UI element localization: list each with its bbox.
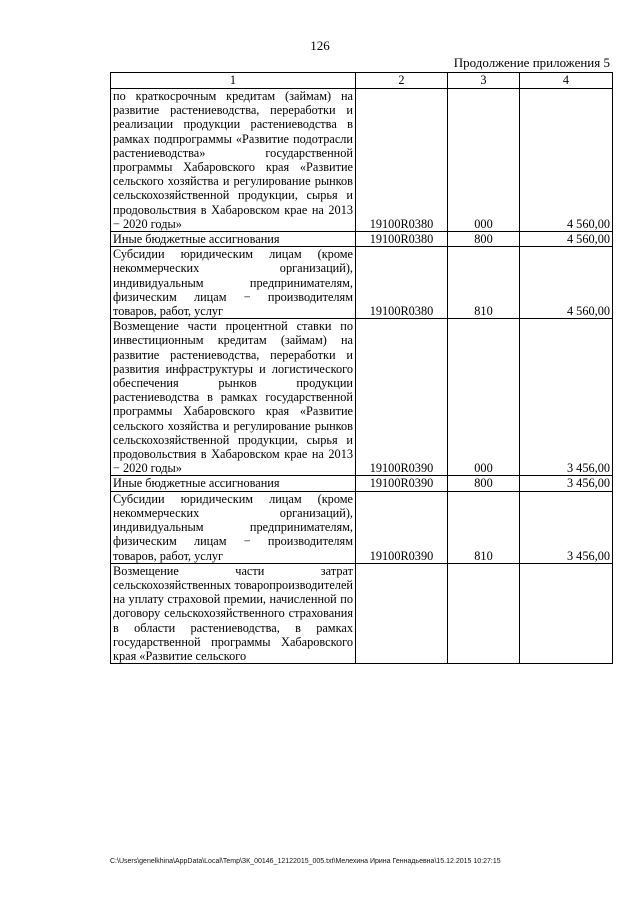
footer-file-path: C:\Users\genelkhina\AppData\Local\Temp\ЗК_00146_12122015_005.txt\Мелехина Ирина Геннадьевна\15.12.2015 10:27:15 [110, 858, 501, 865]
row-amount [520, 563, 613, 663]
row-description: Иные бюджетные ассигнования [111, 232, 356, 247]
row-expense-type: 000 [448, 319, 520, 476]
header-col-3: 3 [448, 73, 520, 89]
row-expense-type: 810 [448, 491, 520, 563]
header-col-1: 1 [111, 73, 356, 89]
row-expense-type: 810 [448, 247, 520, 319]
table-row [111, 319, 613, 476]
row-description: Субсидии юридическим лицам (кроме некоммерческих организаций), индивидуальным предпринимателям, физическим лицам − производителям товаров, работ, услуг [111, 247, 356, 319]
row-description: Иные бюджетные ассигнования [111, 476, 356, 491]
row-expense-type: 800 [448, 476, 520, 491]
row-target-code: 19100R0380 [356, 232, 448, 247]
table-row [111, 247, 613, 319]
table-header-row [111, 73, 613, 89]
table-row [111, 491, 613, 563]
row-amount: 4 560,00 [520, 89, 613, 232]
row-description: Субсидии юридическим лицам (кроме некоммерческих организаций), индивидуальным предпринимателям, физическим лицам − производителям товаров, работ, услуг [111, 491, 356, 563]
row-description: Возмещение части процентной ставки по инвестиционным кредитам (займам) на развитие растениеводства, переработки и развития инфраструктуры и логистического обеспечения рынков продукции растениеводства в рамках государственной программы Хабаровского края «Развитие сельского хозяйства и регулирование рынков сельскохозяйственной продукции, сырья и продовольствия в Хабаровском крае на 2013 − 2020 годы» [111, 319, 356, 476]
row-amount: 3 456,00 [520, 319, 613, 476]
row-description: по краткосрочным кредитам (займам) на развитие растениеводства, переработки и реализации продукции растениеводства в рамках подпрограммы «Развитие подотрасли растениеводства» государственной программы Хабаровского края «Развитие сельского хозяйства и регулирование рынков сельскохозяйственной продукции, сырья и продовольствия в Хабаровском крае на 2013 − 2020 годы» [111, 89, 356, 232]
table-row [111, 89, 613, 232]
row-amount: 3 456,00 [520, 476, 613, 491]
table-row [111, 563, 613, 663]
row-description: Возмещение части затрат сельскохозяйственных товаропроизводителей на уплату страховой премии, начисленной по договору сельскохозяйственного страхования в области растениеводства, в рамках государственной программы Хабаровского края «Развитие сельского [111, 563, 356, 663]
row-expense-type: 800 [448, 232, 520, 247]
row-amount: 3 456,00 [520, 491, 613, 563]
row-target-code: 19100R0390 [356, 476, 448, 491]
table-row [111, 476, 613, 491]
header-col-4: 4 [520, 73, 613, 89]
header-col-2: 2 [356, 73, 448, 89]
row-amount: 4 560,00 [520, 232, 613, 247]
row-target-code [356, 563, 448, 663]
row-target-code: 19100R0390 [356, 491, 448, 563]
row-target-code: 19100R0390 [356, 319, 448, 476]
continuation-label: Продолжение приложения 5 [453, 55, 610, 70]
row-target-code: 19100R0380 [356, 89, 448, 232]
row-expense-type [448, 563, 520, 663]
row-expense-type: 000 [448, 89, 520, 232]
table-row [111, 232, 613, 247]
row-target-code: 19100R0380 [356, 247, 448, 319]
budget-table [110, 72, 613, 664]
page-number: 126 [310, 38, 330, 53]
row-amount: 4 560,00 [520, 247, 613, 319]
